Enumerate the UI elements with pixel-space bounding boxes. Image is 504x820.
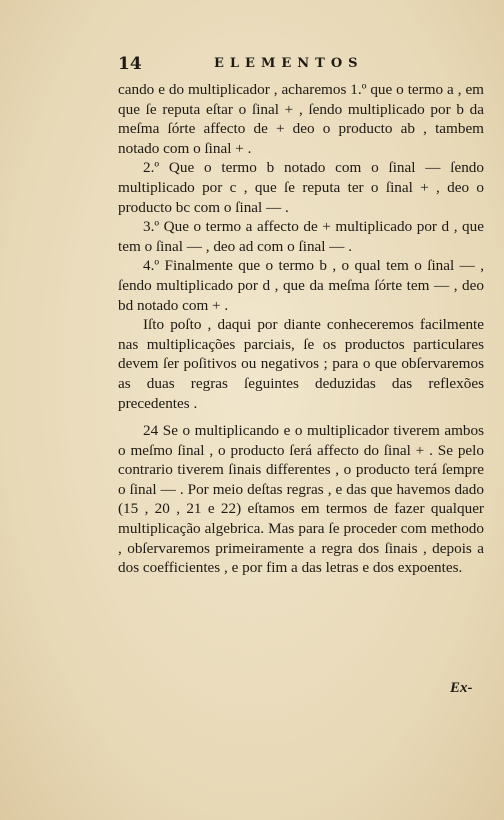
paragraph-second-case: 2.º Que o termo b notado com o ſinal — ſendo multiplicado por c , que ſe reputa ter o ſinal + , deo o producto bc com o ſinal — .: [118, 159, 484, 216]
page-header: [118, 50, 388, 78]
paragraph-rule-24: 24 Se o multiplicando e o multiplicador tiverem ambos o meſmo ſinal , o producto ſerá affecto do ſinal + . Se pelo contrario tiverem ſinais differentes , o producto terá ſempre o ſinal — . Por meio deſtas regras , e das que havemos dado (15 , 20 , 21 e 22) eſtamos em termos de fazer qualquer multiplicação algebrica. Mas para ſe proceder com methodo , obſervaremos primeiramente a regra dos ſinais , depois a dos coefficientes , e por fim a das letras e dos expoentes.: [118, 422, 484, 577]
paragraph-conclusion: Iſto poſto , daqui por diante conheceremos facilmente nas multiplicações parciais, ſe os productos particulares devem ſer poſitivos ou negativos ; para o que obſervaremos as duas regras ſeguintes deduzidas das reflexões precedentes .: [118, 316, 484, 412]
paragraph-fourth-case: 4.º Finalmente que o termo b , o qual tem o ſinal — , ſendo multiplicado por d , que da meſma ſórte tem — , deo bd notado com + .: [118, 257, 484, 314]
running-title: ELEMENTOS: [214, 56, 364, 71]
paragraph-third-case: 3.º Que o termo a affecto de + multiplicado por d , que tem o ſinal — , deo ad com o ſinal — .: [118, 218, 484, 255]
page-number: 14: [118, 54, 142, 74]
body-text: [118, 80, 484, 578]
catchword: Ex-: [450, 680, 473, 696]
paragraph-continuation: cando e do multiplicador , acharemos 1.º que o termo a , em que ſe reputa eſtar o ſinal + , ſendo multiplicado por b da meſma ſórte affecto de + deo o producto ab , tambem notado com o ſinal + .: [118, 81, 484, 157]
